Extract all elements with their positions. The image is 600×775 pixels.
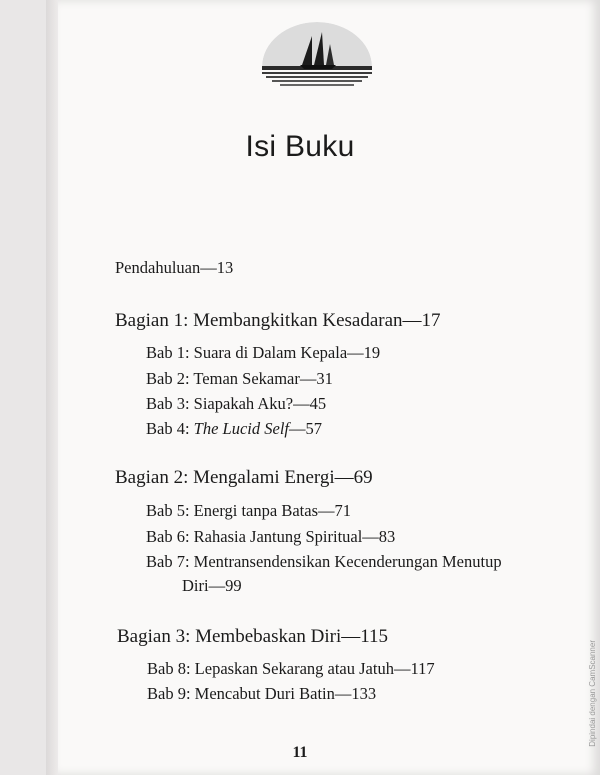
toc-chapter-2: Bab 2: Teman Sekamar—31	[146, 369, 333, 388]
toc-chapter-8: Bab 8: Lepaskan Sekarang atau Jatuh—117	[147, 659, 435, 678]
toc-chapter-3: Bab 3: Siapakah Aku?—45	[146, 394, 327, 413]
toc-chapter-7: Bab 7: Mentransendensikan Kecenderungan Menutup	[146, 552, 502, 571]
toc-chapter-6: Bab 6: Rahasia Jantung Spiritual—83	[146, 527, 396, 546]
page-number: 11	[292, 744, 308, 761]
toc-chapter-4-prefix: Bab 4:	[146, 419, 194, 438]
page-title: Isi Buku	[245, 130, 355, 163]
toc-chapter-4	[146, 419, 322, 439]
sailboat-emblem-icon	[262, 22, 372, 94]
toc-part-2: Bagian 2: Mengalami Energi—69	[115, 467, 373, 488]
toc-chapter-4-page: —57	[289, 419, 322, 438]
toc-chapter-9: Bab 9: Mencabut Duri Batin—133	[147, 684, 377, 703]
toc-part-1: Bagian 1: Membangkitkan Kesadaran—17	[115, 310, 441, 331]
toc-part-3: Bagian 3: Membebaskan Diri—115	[117, 626, 389, 647]
toc-chapter-4-italic-title: The Lucid Self	[193, 419, 289, 438]
scanner-watermark: Dipindai dengan CamScanner	[588, 640, 597, 747]
toc-chapter-5: Bab 5: Energi tanpa Batas—71	[146, 501, 351, 520]
toc-chapter-7-continuation: Diri—99	[182, 576, 242, 595]
toc-intro: Pendahuluan—13	[115, 258, 234, 277]
toc-chapter-1: Bab 1: Suara di Dalam Kepala—19	[146, 343, 381, 362]
